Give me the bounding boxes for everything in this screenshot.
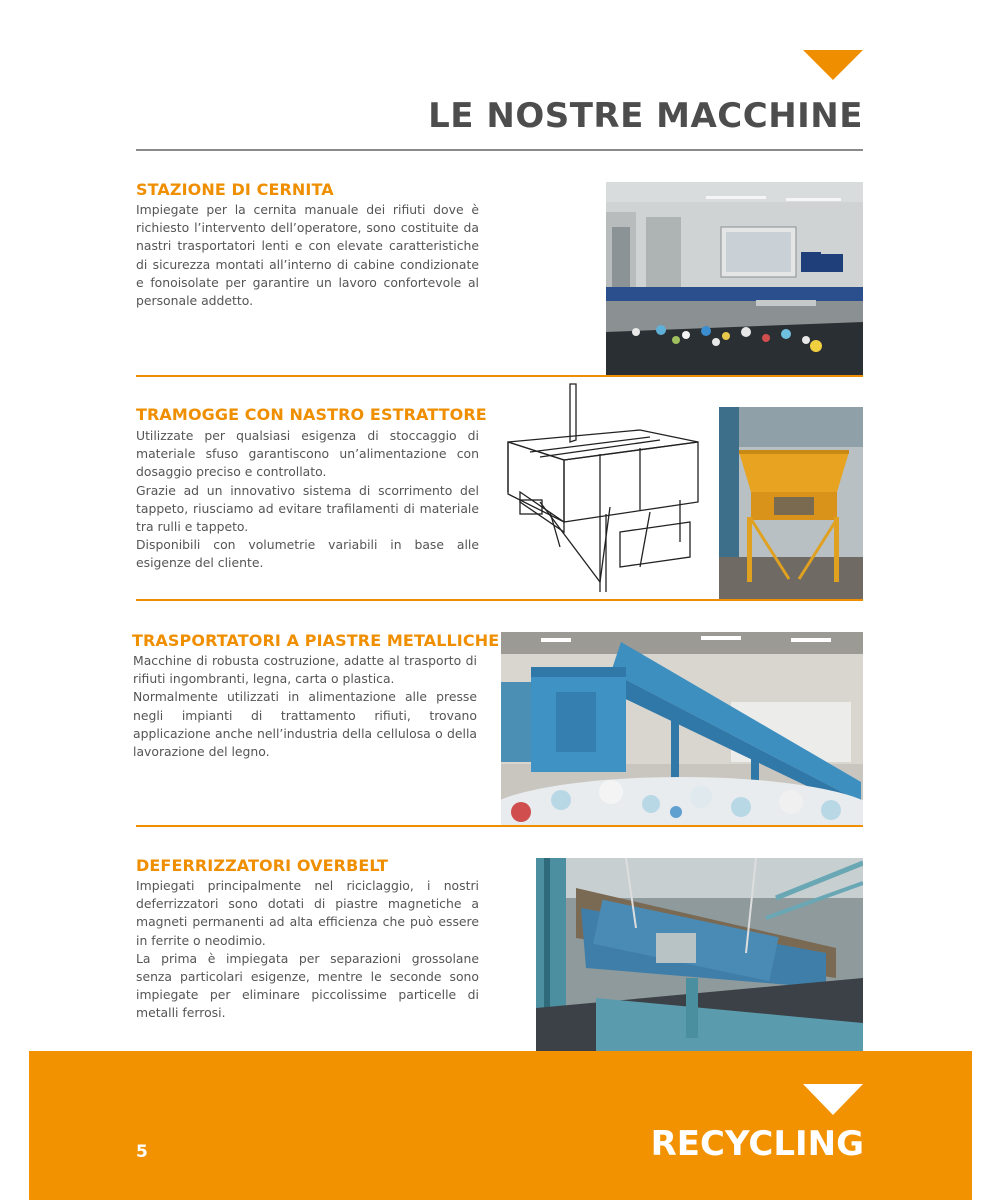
paragraph: Impiegati principalmente nel riciclaggio, i nostri deferrizzatori sono dotati di piastre magnetiche a magneti permanenti ad alta efficienza che può essere in ferrite o neodimio. [136, 878, 479, 948]
section-title-stazione-cernita: STAZIONE DI CERNITA [136, 180, 334, 199]
page-title: LE NOSTRE MACCHINE [428, 96, 863, 136]
section-title-deferrizzatori: DEFERRIZZATORI OVERBELT [136, 856, 389, 875]
down-triangle-icon [803, 50, 863, 80]
paragraph: Disponibili con volumetrie variabili in base alle esigenze del cliente. [136, 537, 479, 571]
sorting-station-photo [606, 182, 863, 376]
paragraph: Utilizzate per qualsiasi esigenza di stoccaggio di materiale sfuso garantiscono un’alimentazione con dosaggio preciso e controllato. [136, 428, 479, 480]
section-text-stazione-cernita [136, 201, 479, 310]
metal-plate-conveyor-photo [501, 632, 863, 825]
paragraph: Grazie ad un innovativo sistema di scorrimento del tappeto, riusciamo ad evitare trafilamenti di materiale tra rulli e tappeto. [136, 482, 479, 535]
section-divider [136, 599, 863, 601]
overbelt-separator-photo [536, 858, 863, 1051]
footer-banner [29, 1051, 972, 1200]
section-title-trasportatori: TRASPORTATORI A PIASTRE METALLICHE [132, 631, 500, 650]
paragraph: Macchine di robusta costruzione, adatte al trasporto di rifiuti ingombranti, legna, carta o plastica. [133, 653, 477, 687]
section-divider [136, 375, 863, 377]
footer-title: RECYCLING [650, 1124, 864, 1164]
paragraph: La prima è impiegata per separazioni grossolane senza particolari esigenze, mentre le seconde sono impiegate per eliminare piccolissime particelle di metalli ferrosi. [136, 950, 479, 1021]
section-text-deferrizzatori [136, 877, 479, 1023]
section-text-trasportatori [133, 652, 477, 761]
section-title-tramogge: TRAMOGGE CON NASTRO ESTRATTORE [136, 405, 487, 424]
page-number: 5 [136, 1142, 148, 1162]
paragraph: Impiegate per la cernita manuale dei rifiuti dove è richiesto l’intervento dell’operatore, sono costituite da nastri trasportatori lenti e con elevate caratteristiche di sicurezza montati all’interno di cabine condizionate e fonoisolate per garantire un lavoro confortevole al personale addetto. [136, 202, 479, 309]
hopper-photo [719, 407, 863, 600]
section-divider [136, 825, 863, 827]
down-triangle-icon [803, 1084, 863, 1115]
hopper-drawing [500, 382, 710, 594]
title-divider [136, 149, 863, 151]
paragraph: Normalmente utilizzati in alimentazione alle presse negli impianti di trattamento rifiuti, trovano applicazione anche nell’industria della cellulosa o della lavorazione del legno. [133, 689, 477, 760]
section-text-tramogge [136, 427, 479, 573]
